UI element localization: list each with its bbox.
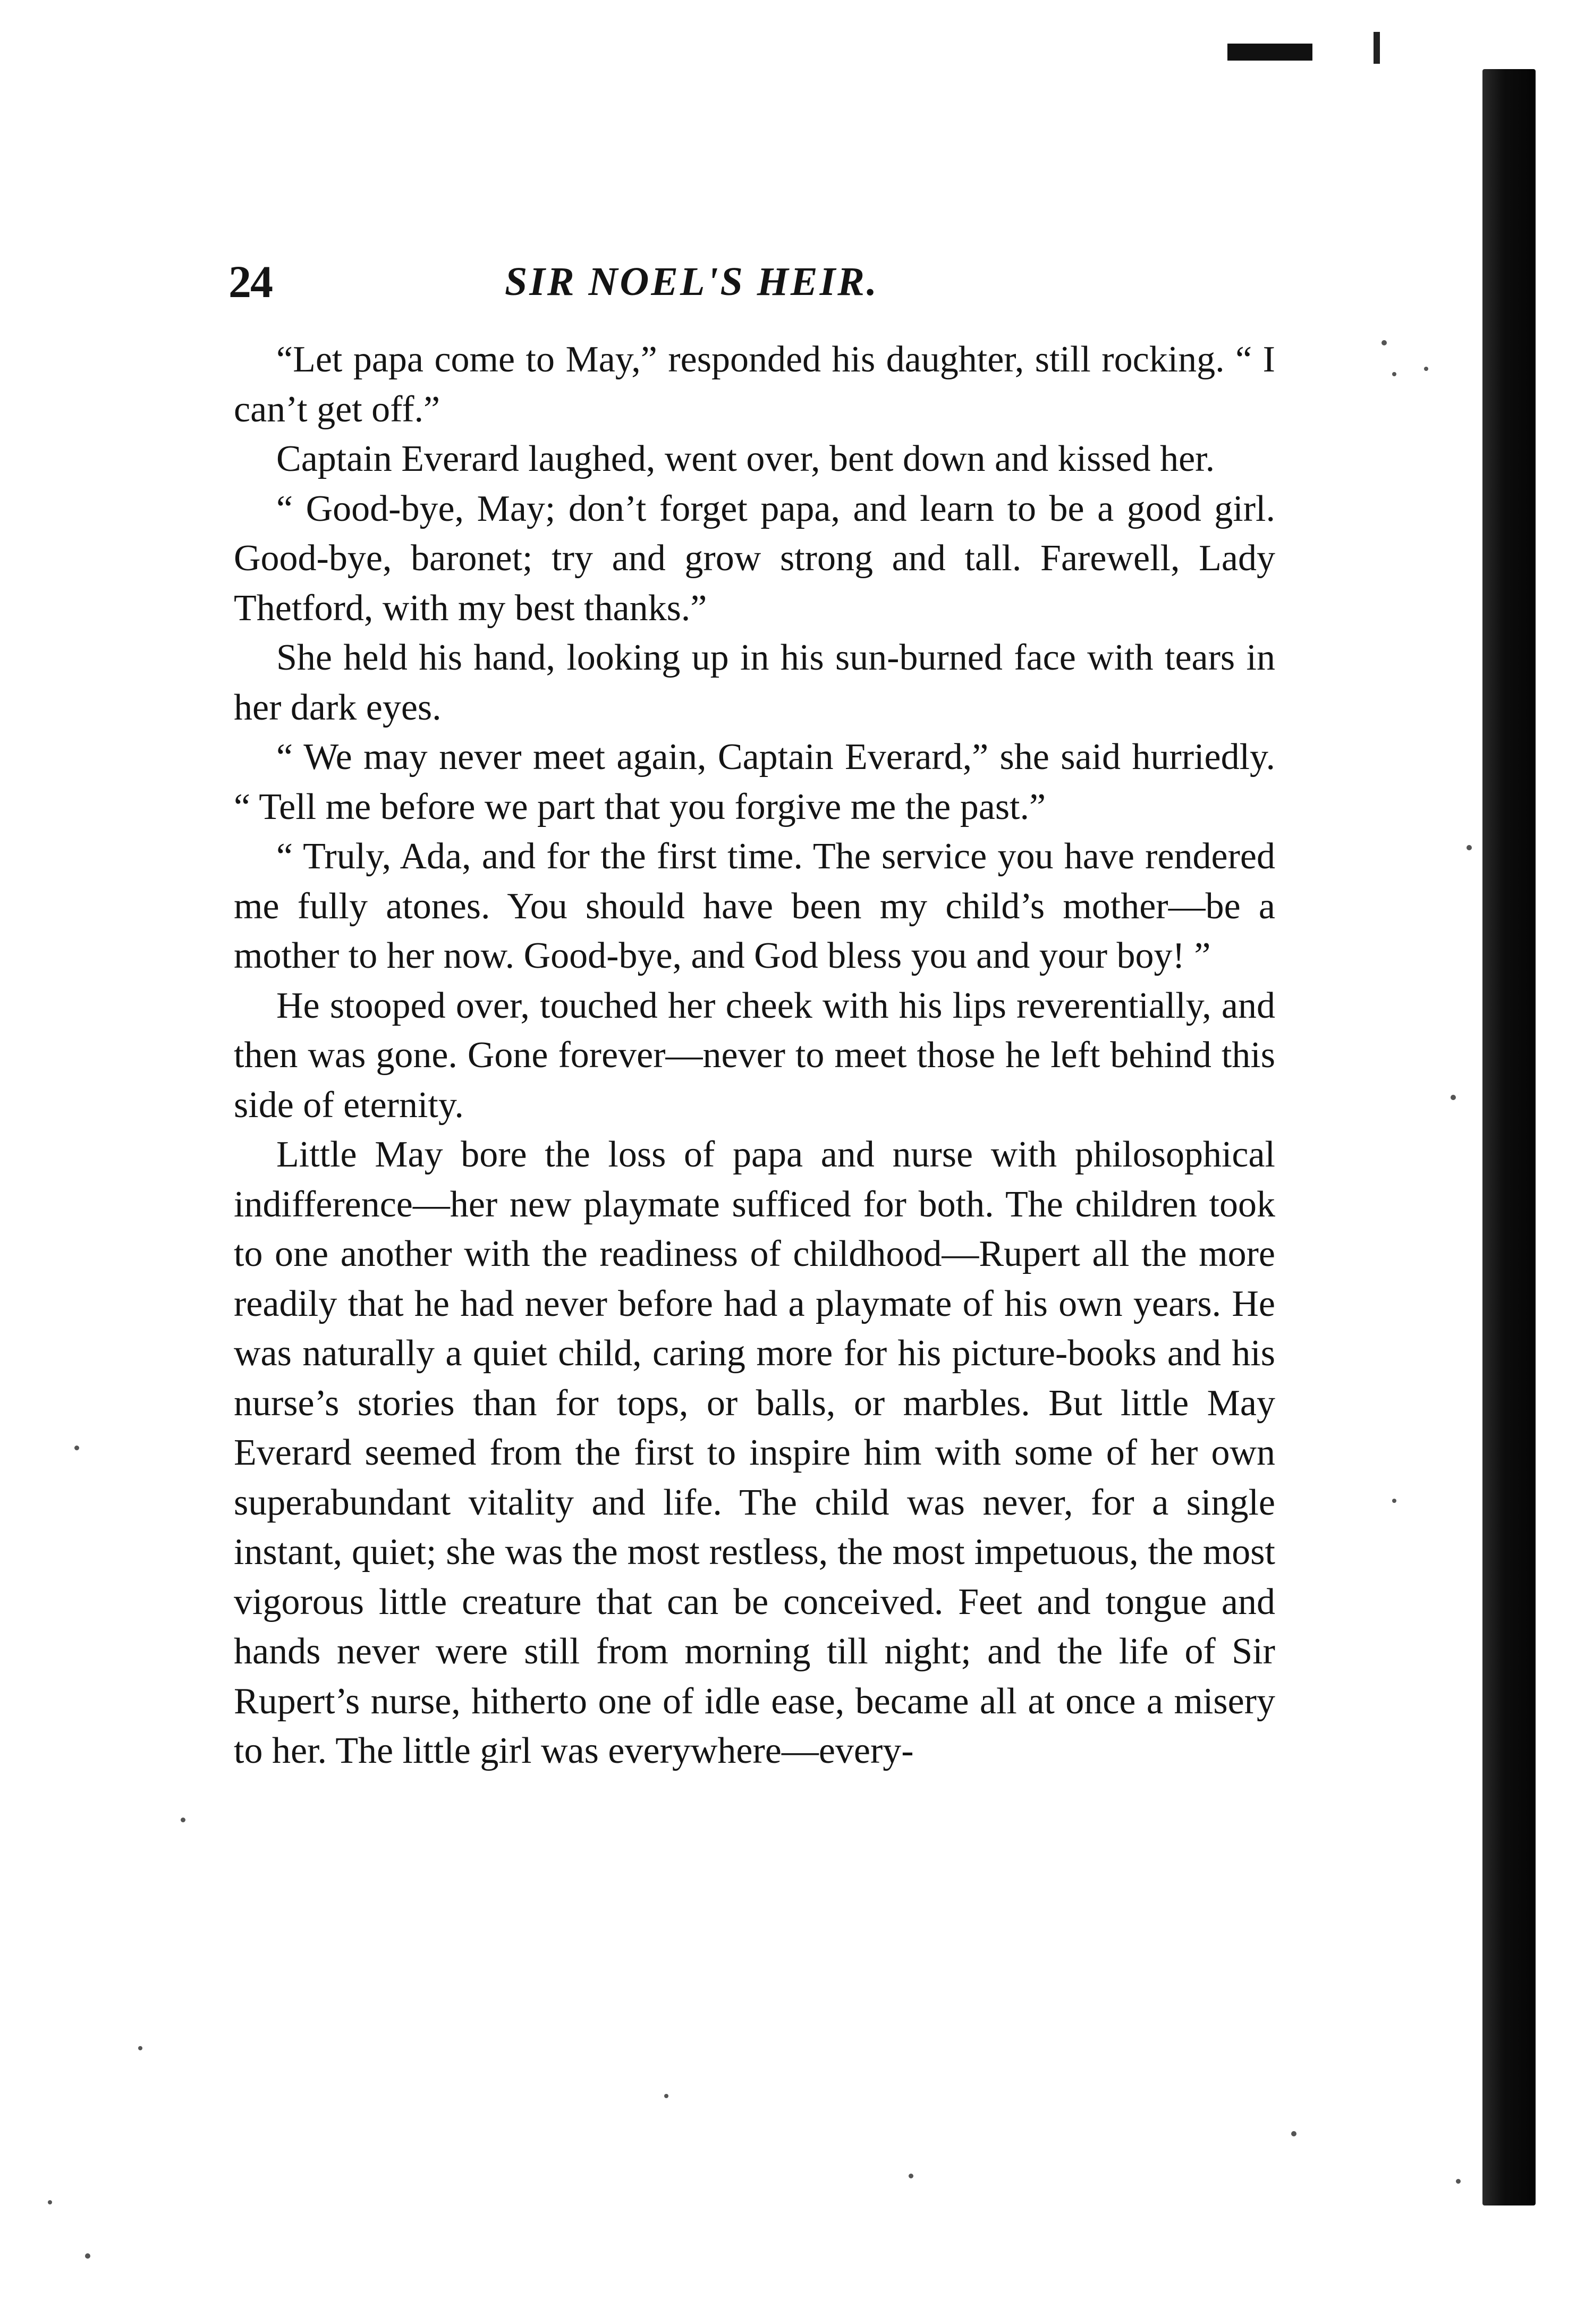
paragraph-7: He stooped over, touched her cheek with his lips reverentially, and then was gone. Gone forever—never to meet those he left behind this side of eternity. — [234, 985, 1275, 1126]
body-text — [234, 335, 1275, 1776]
scan-gutter-shadow — [1482, 69, 1536, 2205]
paragraph-6: “ Truly, Ada, and for the first time. The service you have rendered me fully atones. You should have been my child’s mother—be a mother to her now. Good-bye, and God bless you and your boy! ” — [234, 836, 1275, 976]
paragraph-4: She held his hand, looking up in his sun-burned face with tears in her dark eyes. — [234, 637, 1275, 728]
paragraph-8: Little May bore the loss of papa and nurse with philosophical indifference—her new playmate sufficed for both. The children took to one another with the readiness of childhood—Rupert all the more readily that he had never before had a playmate of his own years. He was naturally a quiet child, caring more for his picture-books and his nurse’s stories than for tops, or balls, or marbles. But little May Everard seemed from the first to inspire him with some of her own superabundant vitality and life. The child was never, for a single instant, quiet; she was the most restless, the most impetuous, the most vigorous little creature that can be conceived. Feet and tongue and hands never were still from morning till night; and the life of Sir Rupert’s nurse, hitherto one of idle ease, became all at once a misery to her. The little girl was everywhere—every- — [234, 1134, 1275, 1771]
page-number: 24 — [228, 256, 272, 307]
paragraph-5: “ We may never meet again, Captain Everard,” she said hurriedly. “ Tell me before we part that you forgive me the past.” — [234, 737, 1275, 827]
running-title: SIR NOEL'S HEIR. — [505, 259, 879, 304]
scan-edge-mark-small — [1374, 32, 1380, 64]
paragraph-3: “ Good-bye, May; don’t forget papa, and learn to be a good girl. Good-bye, baronet; try and grow strong and tall. Farewell, Lady Thetford, with my best thanks.” — [234, 488, 1275, 629]
paragraph-1: “Let papa come to May,” responded his daughter, still rocking. “ I can’t get off.” — [234, 339, 1275, 430]
scan-edge-mark-top — [1227, 44, 1312, 61]
running-head — [228, 250, 1270, 314]
paragraph-2: Captain Everard laughed, went over, bent down and kissed her. — [276, 438, 1215, 479]
